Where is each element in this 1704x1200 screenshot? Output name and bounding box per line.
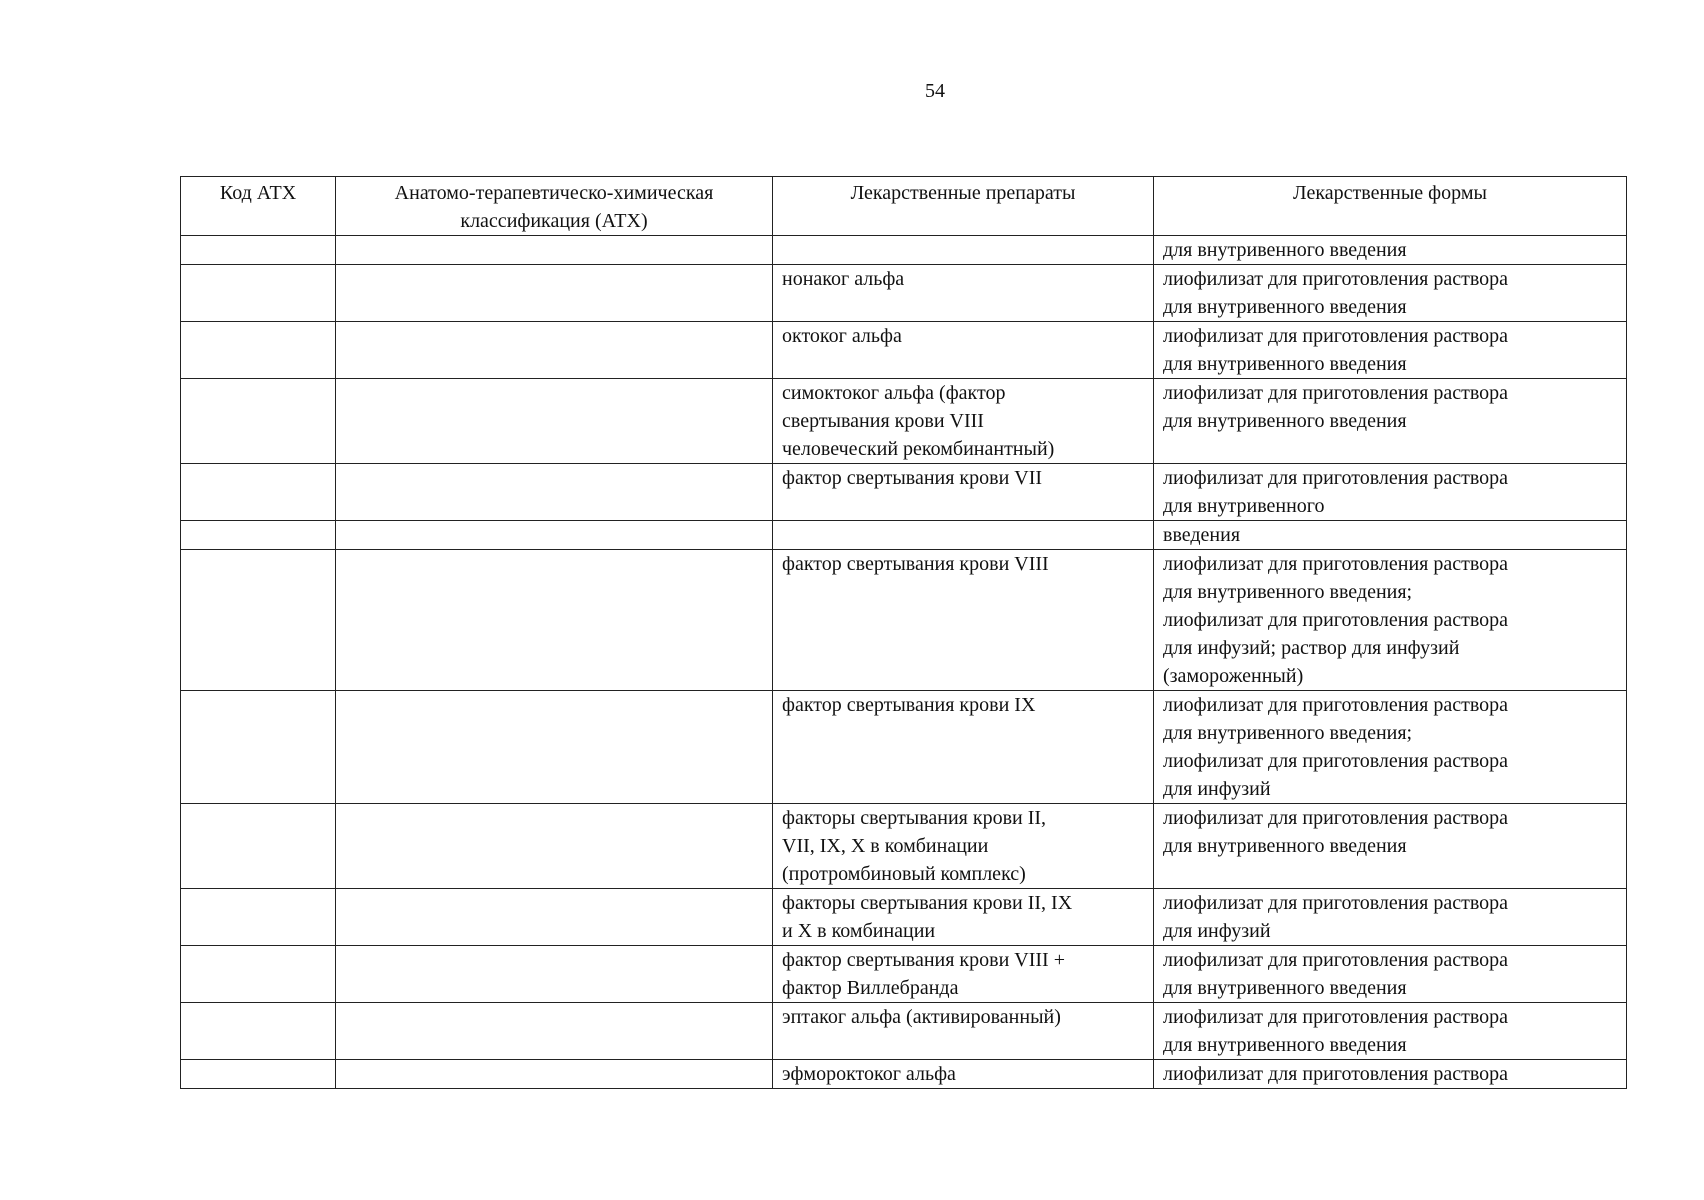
- cell-atc-class: [336, 1060, 773, 1089]
- cell-drug: фактор свертывания крови VIII: [773, 550, 1154, 691]
- cell-atc-code: [181, 946, 336, 1003]
- cell-drug: симоктоког альфа (фактор свертывания крови VIII человеческий рекомбинантный): [773, 379, 1154, 464]
- cell-atc-code: [181, 322, 336, 379]
- cell-atc-code: [181, 265, 336, 322]
- table-header-row: [181, 177, 1627, 236]
- cell-atc-code: [181, 236, 336, 265]
- cell-atc-code: [181, 521, 336, 550]
- cell-drug: фактор свертывания крови IX: [773, 691, 1154, 804]
- cell-drug: нонаког альфа: [773, 265, 1154, 322]
- cell-atc-class: [336, 464, 773, 521]
- cell-drug: факторы свертывания крови II, VII, IX, X в комбинации (протромбиновый комплекс): [773, 804, 1154, 889]
- cell-atc-class: [336, 691, 773, 804]
- table-row: [181, 322, 1627, 379]
- table-row: [181, 1060, 1627, 1089]
- cell-dosage-form: для внутривенного введения: [1154, 236, 1627, 265]
- cell-atc-code: [181, 691, 336, 804]
- cell-atc-class: [336, 946, 773, 1003]
- cell-atc-class: [336, 265, 773, 322]
- cell-dosage-form: лиофилизат для приготовления раствора для внутривенного введения: [1154, 946, 1627, 1003]
- cell-atc-class: [336, 521, 773, 550]
- cell-atc-code: [181, 889, 336, 946]
- cell-drug: октоког альфа: [773, 322, 1154, 379]
- table-body: [181, 236, 1627, 1089]
- cell-dosage-form: лиофилизат для приготовления раствора для внутривенного введения: [1154, 322, 1627, 379]
- medication-table: [180, 176, 1627, 1089]
- page-number: 54: [925, 80, 945, 102]
- cell-atc-class: [336, 236, 773, 265]
- cell-atc-class: [336, 550, 773, 691]
- cell-atc-code: [181, 1060, 336, 1089]
- cell-drug: фактор свертывания крови VIII + фактор Виллебранда: [773, 946, 1154, 1003]
- header-drugs: Лекарственные препараты: [773, 177, 1154, 236]
- cell-atc-code: [181, 464, 336, 521]
- cell-atc-class: [336, 379, 773, 464]
- cell-dosage-form: лиофилизат для приготовления раствора для инфузий: [1154, 889, 1627, 946]
- table-row: [181, 1003, 1627, 1060]
- cell-dosage-form: лиофилизат для приготовления раствора: [1154, 1060, 1627, 1089]
- cell-atc-code: [181, 550, 336, 691]
- cell-atc-class: [336, 804, 773, 889]
- cell-drug: факторы свертывания крови II, IX и X в комбинации: [773, 889, 1154, 946]
- cell-drug: эфмороктоког альфа: [773, 1060, 1154, 1089]
- table-row: [181, 946, 1627, 1003]
- cell-dosage-form: лиофилизат для приготовления раствора для внутривенного: [1154, 464, 1627, 521]
- table-row: [181, 550, 1627, 691]
- cell-atc-class: [336, 1003, 773, 1060]
- cell-atc-class: [336, 322, 773, 379]
- cell-drug: фактор свертывания крови VII: [773, 464, 1154, 521]
- cell-atc-code: [181, 1003, 336, 1060]
- header-atc-code: Код АТХ: [181, 177, 336, 236]
- table-row: [181, 804, 1627, 889]
- header-dosage-forms: Лекарственные формы: [1154, 177, 1627, 236]
- cell-dosage-form: лиофилизат для приготовления раствора для внутривенного введения: [1154, 379, 1627, 464]
- cell-atc-class: [336, 889, 773, 946]
- cell-dosage-form: лиофилизат для приготовления раствора для внутривенного введения; лиофилизат для приготовления раствора для инфузий; раствор для инфузий (замороженный): [1154, 550, 1627, 691]
- table-row: [181, 265, 1627, 322]
- cell-drug: эптаког альфа (активированный): [773, 1003, 1154, 1060]
- table-row: [181, 464, 1627, 521]
- cell-drug: [773, 521, 1154, 550]
- cell-dosage-form: введения: [1154, 521, 1627, 550]
- header-atc-classification: Анатомо-терапевтическо-химическая классификация (АТХ): [336, 177, 773, 236]
- table-row: [181, 379, 1627, 464]
- cell-dosage-form: лиофилизат для приготовления раствора для внутривенного введения: [1154, 804, 1627, 889]
- cell-dosage-form: лиофилизат для приготовления раствора для внутривенного введения: [1154, 265, 1627, 322]
- cell-atc-code: [181, 379, 336, 464]
- cell-dosage-form: лиофилизат для приготовления раствора для внутривенного введения: [1154, 1003, 1627, 1060]
- cell-dosage-form: лиофилизат для приготовления раствора для внутривенного введения; лиофилизат для приготовления раствора для инфузий: [1154, 691, 1627, 804]
- table-row: [181, 691, 1627, 804]
- cell-atc-code: [181, 804, 336, 889]
- cell-drug: [773, 236, 1154, 265]
- table-row: [181, 521, 1627, 550]
- table-row: [181, 236, 1627, 265]
- table-row: [181, 889, 1627, 946]
